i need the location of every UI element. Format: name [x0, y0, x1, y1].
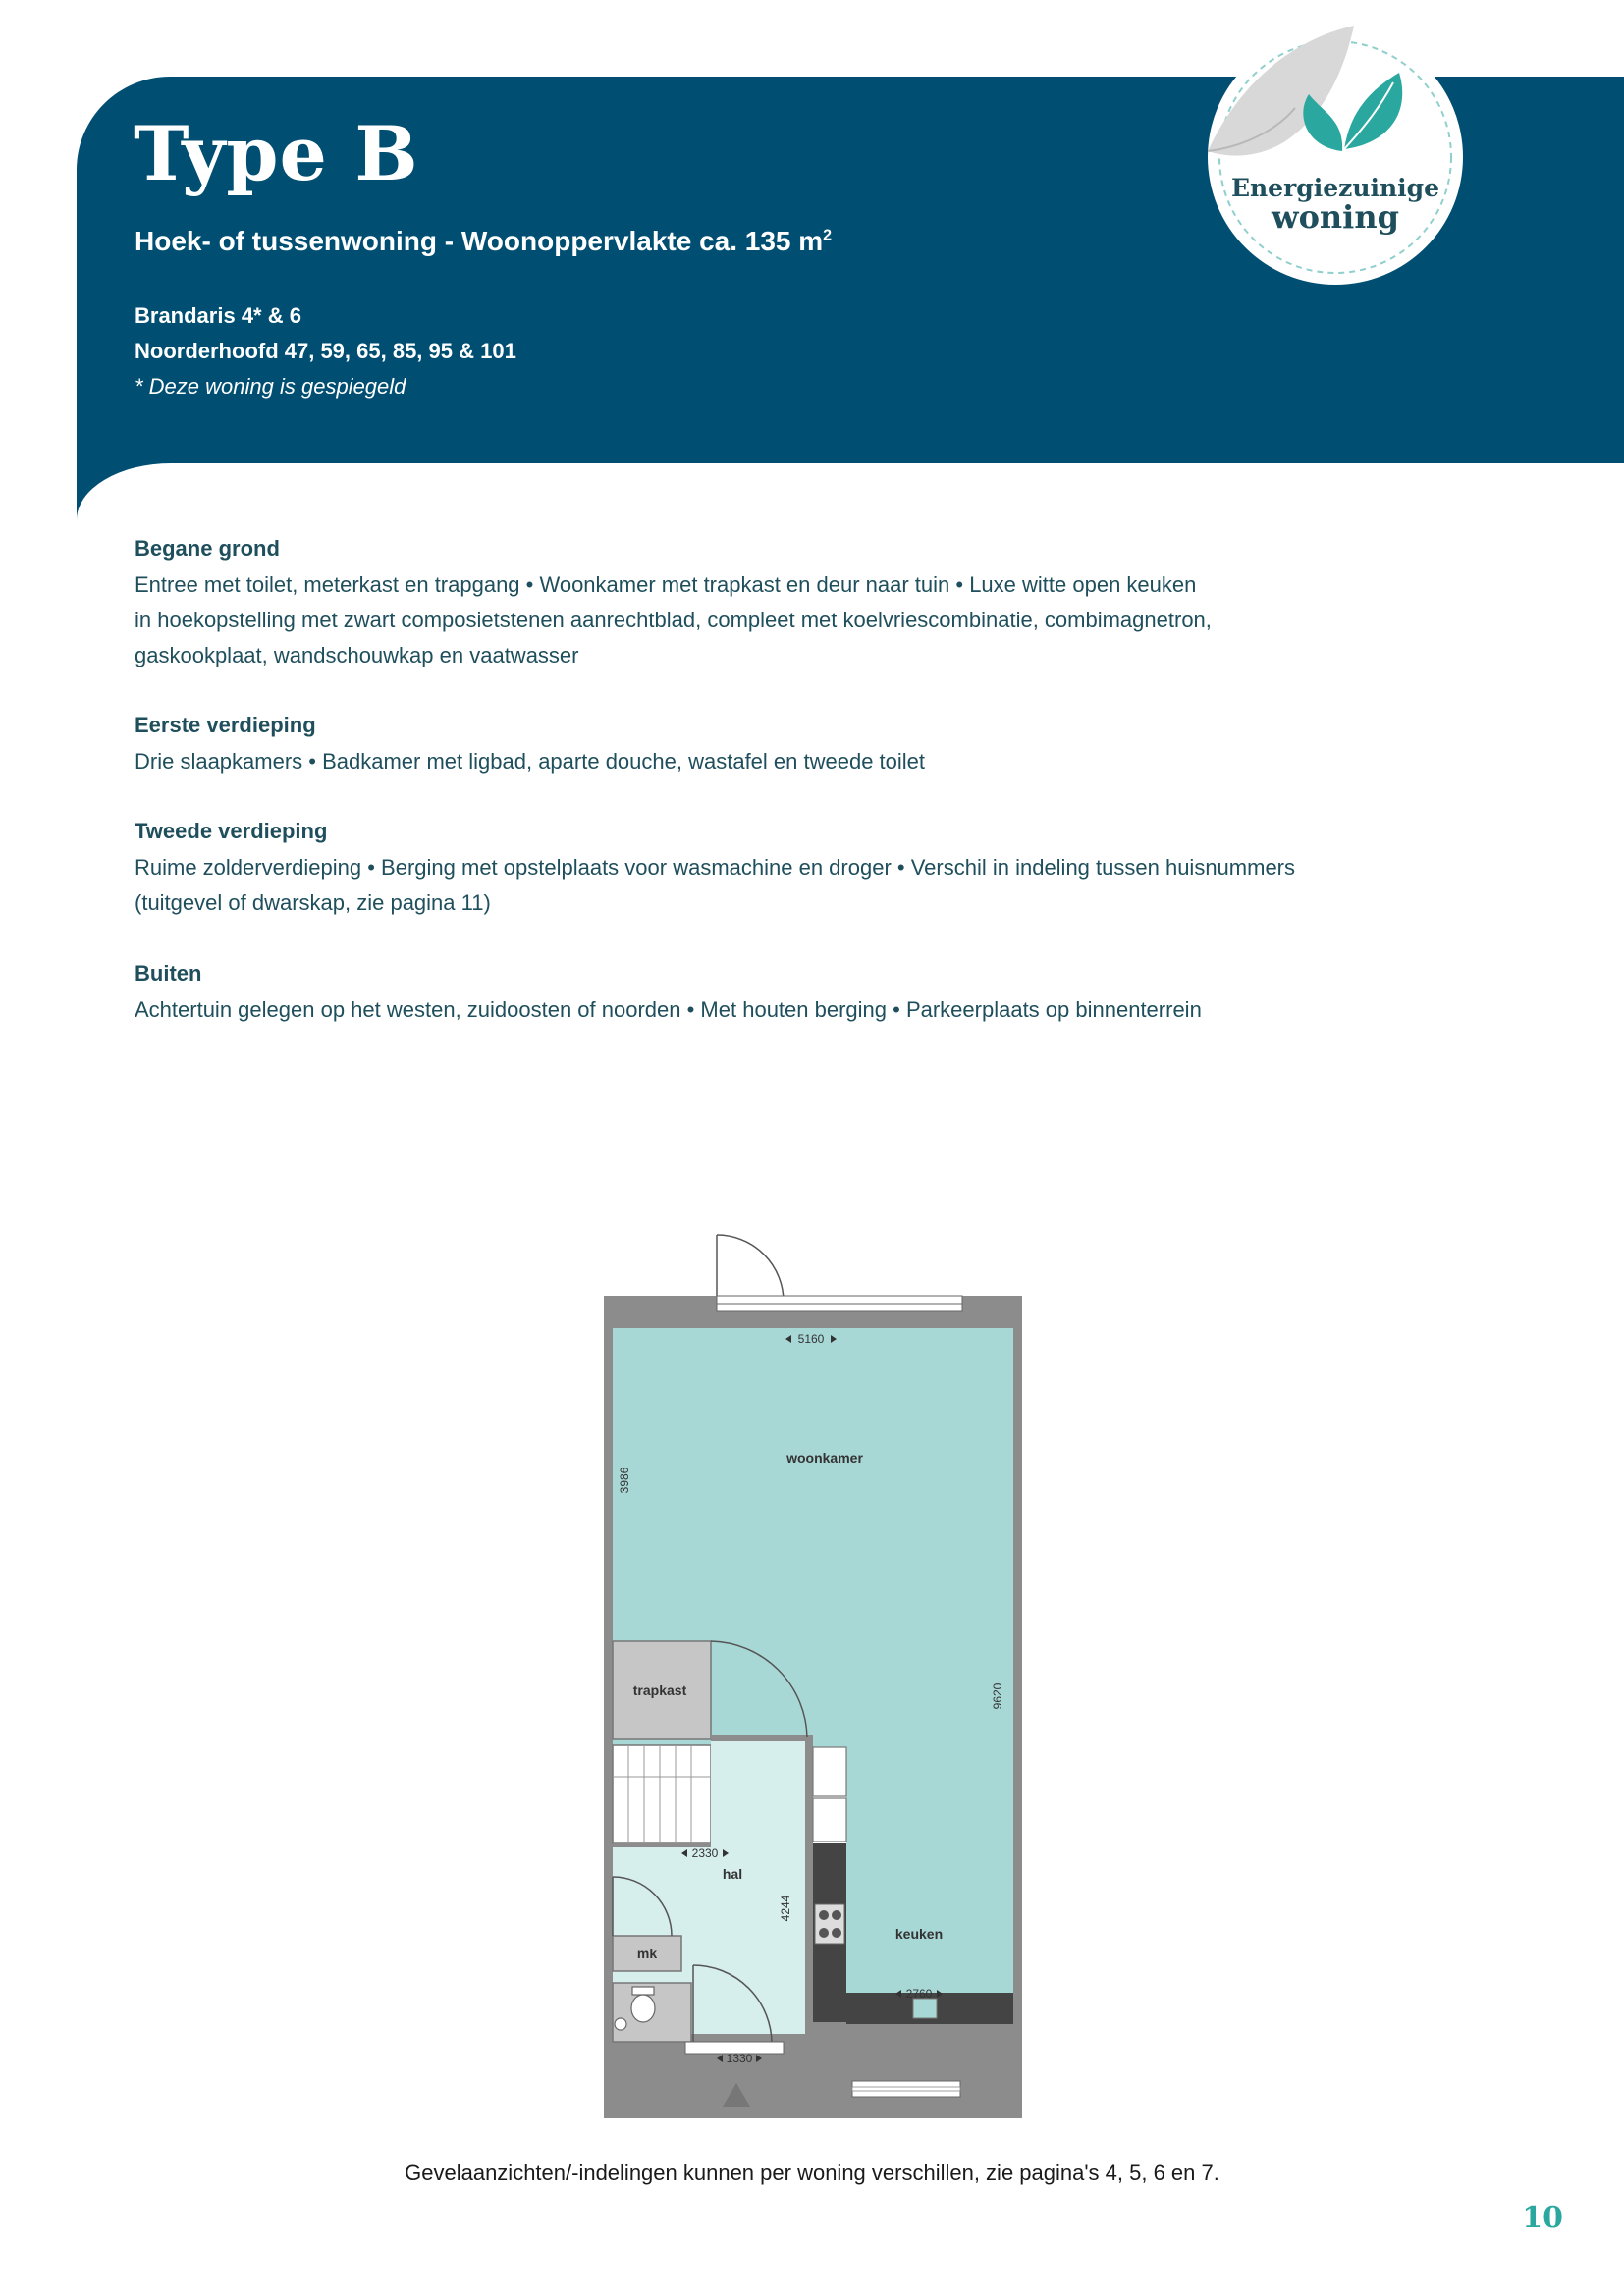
address-line-1: Brandaris 4* & 6 [135, 303, 301, 328]
hob-icon [815, 1904, 844, 1944]
dim-hal-width: 2330 [691, 1846, 719, 1860]
mirrored-note: * Deze woning is gespiegeld [135, 374, 406, 399]
text-line: Entree met toilet, meterkast en trapgang • Woonkamer met trapkast en deur naar tuin • Luxe witte open keuken [135, 572, 1197, 597]
badge-line-2: woning [1272, 198, 1399, 236]
subtitle-superscript: 2 [823, 227, 833, 244]
dim-total-depth: 9620 [991, 1682, 1004, 1710]
washbasin-icon [615, 2018, 626, 2030]
dim-kitchen-width: 2760 [905, 1987, 933, 2001]
dim-width-living: 5160 [797, 1332, 825, 1346]
page-subtitle [135, 226, 832, 257]
oven-unit [813, 1798, 846, 1842]
text-line: Drie slaapkamers • Badkamer met ligbad, aparte douche, wastafel en tweede toilet [135, 749, 926, 774]
garden-door [717, 1235, 784, 1302]
dim-entrance-width: 1330 [726, 2052, 753, 2065]
label-woonkamer: woonkamer [786, 1450, 863, 1466]
section-title-tweede-verdieping: Tweede verdieping [135, 819, 328, 843]
text-line: gaskookplaat, wandschouwkap en vaatwasser [135, 643, 579, 667]
page-title: Type B [134, 110, 419, 197]
fridge-unit [813, 1747, 846, 1796]
label-hal: hal [722, 1866, 743, 1882]
floorplan-caption: Gevelaanzichten/-indelingen kunnen per woning verschillen, zie pagina's 4, 5, 6 en 7. [405, 2161, 1219, 2185]
text-line: (tuitgevel of dwarskap, zie pagina 11) [135, 890, 491, 915]
label-trapkast: trapkast [632, 1682, 687, 1698]
section-title-eerste-verdieping: Eerste verdieping [135, 713, 316, 737]
floor-plan [599, 1227, 1031, 2150]
section-title-begane-grond: Begane grond [135, 536, 280, 561]
section-title-buiten: Buiten [135, 961, 202, 986]
dim-hal-depth: 4244 [779, 1895, 792, 1922]
label-mk: mk [636, 1946, 658, 1961]
label-keuken: keuken [894, 1926, 944, 1942]
section-text-tweede-verdieping [135, 850, 1509, 921]
dim-depth-living: 3986 [618, 1467, 631, 1494]
section-text-begane-grond [135, 567, 1509, 673]
hal-upper [711, 1739, 805, 1847]
toilet-icon [631, 1987, 655, 2022]
sink-icon [913, 1999, 937, 2018]
section-text-eerste-verdieping [135, 744, 1509, 779]
page-number: 10 [1522, 2201, 1563, 2235]
section-text-buiten [135, 992, 1509, 1028]
energy-badge [1197, 22, 1464, 289]
text-line: Ruime zolderverdieping • Berging met opstelplaats voor wasmachine en droger • Verschil in indeling tussen huisnummers [135, 855, 1296, 880]
stairs [613, 1745, 711, 1843]
text-line: in hoekopstelling met zwart composietstenen aanrechtblad, compleet met koelvriescombinatie, combimagnetron, [135, 608, 1212, 632]
text-line: Achtertuin gelegen op het westen, zuidoosten of noorden • Met houten berging • Parkeerplaats op binnenterrein [135, 997, 1202, 1022]
badge-line-1: Energiezuinige [1230, 174, 1440, 202]
subtitle-text: Hoek- of tussenwoning - Woonoppervlakte ca. 135 m [135, 226, 824, 256]
keuken-room [846, 1737, 1013, 2024]
address-line-2: Noorderhoofd 47, 59, 65, 85, 95 & 101 [135, 339, 516, 363]
